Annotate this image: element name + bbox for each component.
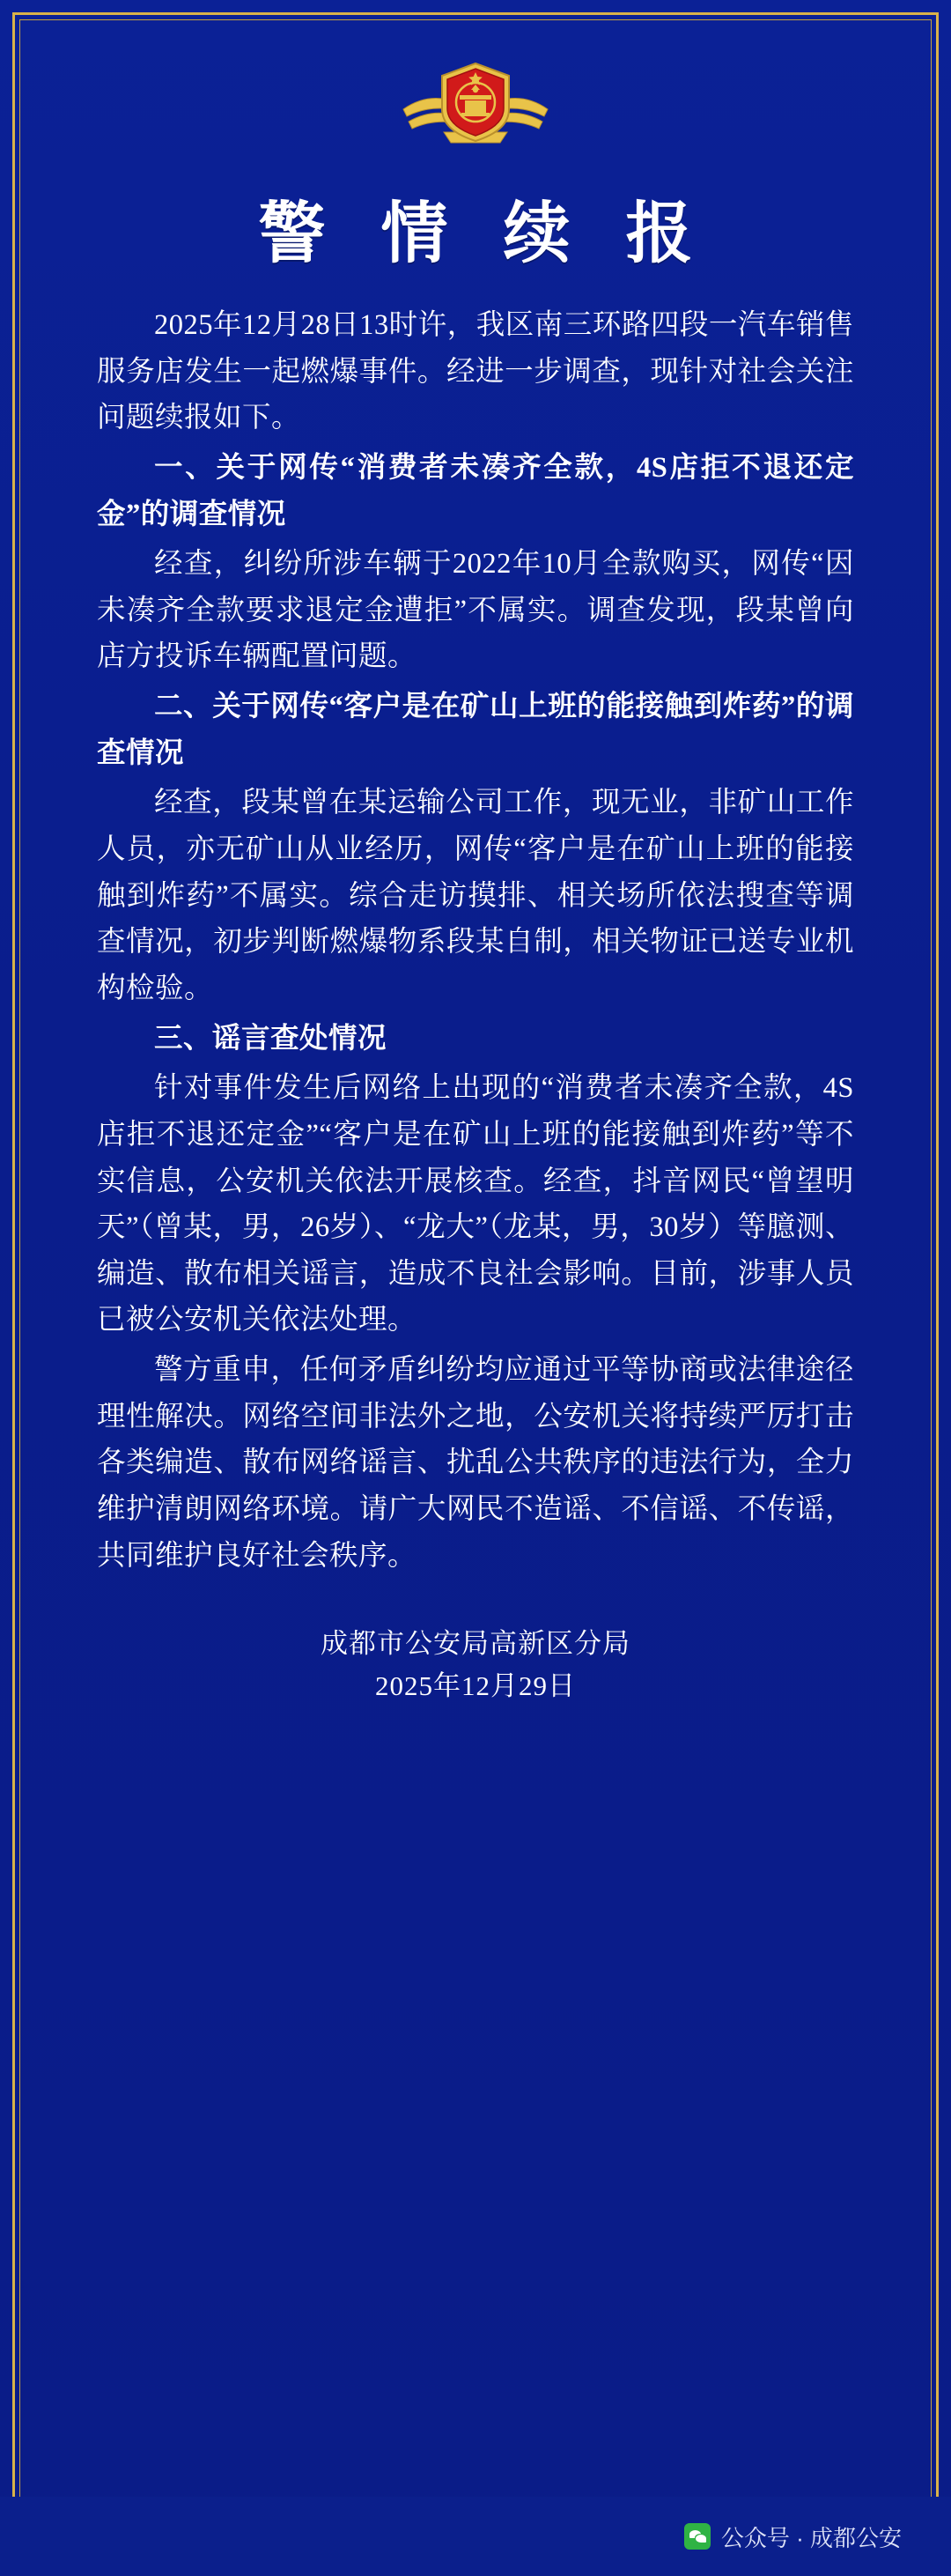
page-title: 警 情 续 报 (258, 197, 712, 271)
issuer-name: 成都市公安局高新区分局 (321, 1628, 630, 1660)
paragraph: 警方重申，任何矛盾纠纷均应通过平等协商或法律途径理性解决。网络空间非法外之地，公安机关将持续严厉打击各类编造、散布网络谣言、扰乱公共秩序的违法行为，全力维护清朗网络环境。请广大网民不造谣、不信谣、不传谣，共同维护良好社会秩序。 (97, 1354, 854, 1572)
signature-block (97, 1623, 854, 1707)
paragraph: 针对事件发生后网络上出现的“消费者未凑齐全款，4S店拒不退还定金”“客户是在矿山上班的能接触到炸药”等不实信息，公安机关依法开展核查。经查，抖音网民“曾望明天”（曾某，男，26岁）、“龙大”（龙某，男，30岁）等臆测、编造、散布相关谣言，造成不良社会影响。目前，涉事人员已被公安机关依法处理。 (97, 1072, 854, 1336)
paragraph: 2025年12月28日13时许，我区南三环路四段一汽车销售服务店发生一起燃爆事件。经进一步调查，现针对社会关注问题续报如下。 (97, 309, 854, 434)
paragraph: 经查，纠纷所涉车辆于2022年10月全款购买，网传“因未凑齐全款要求退定金遭拒”不属实。调查发现，段某曾向店方投诉车辆配置问题。 (97, 548, 854, 673)
police-emblem (396, 58, 555, 155)
section-heading-3: 三、谣言查处情况 (154, 1022, 387, 1055)
notice-body (97, 302, 854, 1582)
section-heading-1: 一、关于网传“消费者未凑齐全款，4S店拒不退还定金”的调查情况 (97, 451, 854, 530)
section-heading-2: 二、关于网传“客户是在矿山上班的能接触到炸药”的调查情况 (97, 691, 854, 769)
official-account-label: 公众号 · 成都公安 (720, 2524, 902, 2551)
wechat-official-account-icon (684, 2523, 711, 2550)
paragraph: 经查，段某曾在某运输公司工作，现无业，非矿山工作人员，亦无矿山从业经历，网传“客户是在矿山上班的能接触到炸药”不属实。综合走访摸排、相关场所依法搜查等调查情况，初步判断燃爆物系段某自制，相关物证已送专业机构检验。 (97, 787, 854, 1004)
footer-bar (0, 2497, 951, 2576)
official-account-credit (684, 2520, 902, 2553)
issue-date: 2025年12月29日 (375, 1670, 576, 1702)
